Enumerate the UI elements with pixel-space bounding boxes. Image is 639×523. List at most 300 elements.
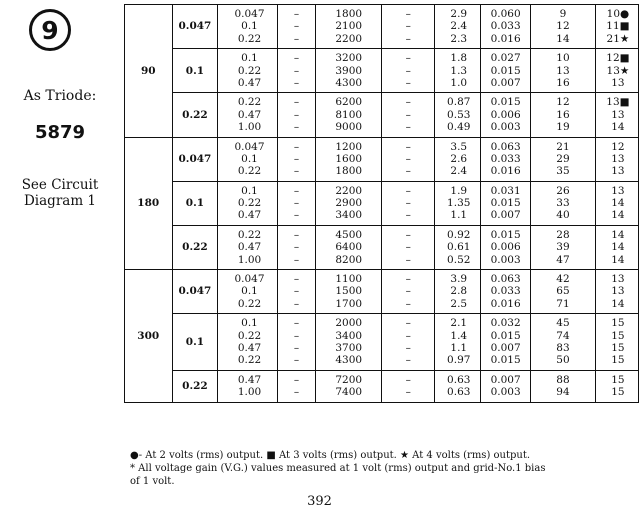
table-cell: 16: [556, 76, 570, 89]
table-cell: –: [405, 20, 411, 33]
column-dash-values: [382, 5, 435, 49]
table-cell: –: [293, 108, 300, 121]
table-cell: 0.033: [490, 152, 521, 165]
table-cell: –: [405, 354, 411, 367]
table-cell: 2.1: [450, 317, 468, 330]
table-cell: 2.9: [450, 8, 468, 20]
table-cell: 0.1: [241, 184, 258, 197]
table-cell: –: [293, 20, 300, 33]
peak-output-values: [595, 93, 638, 137]
table-cell: –: [405, 329, 411, 342]
coupling-capacitor-values: [481, 314, 531, 371]
table-cell: 1.35: [447, 197, 471, 210]
load-resistance-values: [218, 93, 277, 137]
table-cell: 21★: [606, 32, 630, 45]
table-cell: 0.007: [490, 373, 521, 386]
voltage-gain-values: [531, 270, 596, 314]
table-cell: 0.22: [237, 165, 262, 178]
table-cell: –: [405, 121, 411, 134]
table-row: [125, 270, 639, 314]
table-cell: 39: [556, 241, 570, 254]
peak-output-values: [595, 225, 638, 269]
peak-output-values: [595, 314, 638, 371]
table-cell: 47: [556, 253, 570, 266]
column-dash-values: [382, 93, 435, 137]
table-cell: –: [405, 152, 411, 165]
table-cell: 65: [556, 285, 570, 298]
table-cell: 14: [611, 197, 625, 210]
coupling-capacitor-values: [481, 49, 531, 93]
table-cell: –: [293, 152, 300, 165]
table-cell: –: [405, 52, 411, 65]
table-cell: 0.1: [241, 317, 258, 330]
section-number: 9: [41, 15, 59, 45]
page-number: 392: [307, 494, 332, 509]
table-cell: 12: [611, 140, 625, 153]
table-cell: 0.015: [490, 329, 521, 342]
table-cell: 2200: [335, 184, 363, 197]
table-cell: 0.1: [241, 52, 258, 65]
table-cell: 0.49: [447, 121, 471, 134]
table-cell: 4300: [335, 76, 363, 89]
table-cell: 1.00: [237, 253, 262, 266]
table-cell: 12: [556, 20, 570, 33]
plate-resistor: 0.1: [172, 314, 218, 371]
voltage-gain-values: [531, 49, 596, 93]
table-cell: 0.007: [490, 209, 521, 222]
table-cell: 14: [556, 32, 570, 45]
column-dash-values: [382, 49, 435, 93]
cathode-resistor-values: [316, 137, 382, 181]
table-cell: 3.5: [450, 140, 468, 153]
table-cell: 0.006: [490, 108, 521, 121]
column-dash-values: [382, 225, 435, 269]
plate-resistor: 0.047: [172, 270, 218, 314]
table-cell: –: [293, 8, 300, 20]
table-cell: –: [293, 165, 300, 178]
table-cell: 3400: [335, 209, 363, 222]
table-cell: 0.007: [490, 76, 521, 89]
table-cell: 14: [611, 121, 625, 134]
table-cell: 1.1: [450, 341, 468, 354]
table-cell: 13: [611, 165, 625, 178]
table-cell: 13: [611, 108, 625, 121]
column-dash-values: [382, 270, 435, 314]
voltage-gain-values: [531, 370, 596, 402]
table-cell: 2100: [335, 20, 363, 33]
table-cell: 0.016: [490, 297, 521, 310]
load-resistance-values: [218, 49, 277, 93]
table-cell: 15: [611, 317, 625, 330]
table-cell: 1800: [335, 8, 363, 20]
table-cell: –: [405, 197, 411, 210]
table-cell: 0.032: [490, 317, 521, 330]
grid-bias-values: [435, 370, 481, 402]
table-cell: 2.3: [450, 32, 468, 45]
table-cell: –: [405, 8, 411, 20]
table-cell: 0.063: [490, 140, 521, 153]
table-cell: –: [405, 317, 411, 330]
table-cell: 2000: [335, 317, 363, 330]
section-number-badge: [29, 9, 71, 51]
table-cell: –: [405, 184, 411, 197]
table-cell: 0.016: [490, 32, 521, 45]
table-cell: 6200: [335, 96, 363, 109]
peak-output-values: [595, 137, 638, 181]
plate-resistor: 0.22: [172, 93, 218, 137]
tube-type: 5879: [34, 122, 86, 143]
voltage-gain-values: [531, 225, 596, 269]
peak-output-values: [595, 370, 638, 402]
table-cell: 1.4: [450, 329, 468, 342]
coupling-capacitor-values: [481, 93, 531, 137]
table-cell: 0.22: [237, 297, 262, 310]
table-cell: 7400: [335, 386, 363, 399]
plate-resistor: 0.047: [172, 5, 218, 49]
table-row: [125, 49, 639, 93]
voltage-gain-values: [531, 181, 596, 225]
coupling-capacitor-values: [481, 5, 531, 49]
table-cell: –: [405, 273, 411, 286]
peak-output-values: [595, 5, 638, 49]
table-cell: 4500: [335, 228, 363, 241]
table-cell: 0.047: [234, 273, 265, 286]
table-cell: 33: [556, 197, 570, 210]
table-cell: –: [293, 76, 300, 89]
table-cell: –: [293, 64, 300, 77]
table-cell: 0.52: [447, 253, 471, 266]
table-cell: 0.015: [490, 197, 521, 210]
cathode-resistor-values: [316, 314, 382, 371]
table-cell: 29: [556, 152, 570, 165]
table-cell: 0.47: [237, 76, 262, 89]
table-cell: 3.9: [450, 273, 468, 286]
table-cell: –: [405, 64, 411, 77]
column-dash-values: [277, 181, 316, 225]
table-cell: 6400: [335, 241, 363, 254]
table-cell: –: [405, 386, 411, 399]
column-dash-values: [277, 225, 316, 269]
plate-resistor: 0.22: [172, 370, 218, 402]
table-cell: –: [293, 386, 300, 399]
table-cell: 0.015: [490, 96, 521, 109]
table-cell: 94: [556, 386, 570, 399]
peak-output-values: [595, 181, 638, 225]
plate-resistor: 0.047: [172, 137, 218, 181]
table-cell: 28: [556, 228, 570, 241]
table-cell: 0.22: [237, 329, 262, 342]
table-cell: 0.47: [237, 209, 262, 222]
table-cell: 2200: [335, 32, 363, 45]
table-row: [125, 93, 639, 137]
table-cell: –: [405, 108, 411, 121]
column-dash-values: [382, 370, 435, 402]
table-cell: 9: [559, 8, 567, 20]
coupling-capacitor-values: [481, 370, 531, 402]
table-cell: 14: [611, 228, 625, 241]
voltage-gain-values: [531, 5, 596, 49]
table-cell: 1.00: [237, 121, 262, 134]
table-cell: –: [405, 140, 411, 153]
table-cell: –: [405, 241, 411, 254]
load-resistance-values: [218, 314, 277, 371]
table-cell: –: [293, 317, 300, 330]
peak-output-values: [595, 270, 638, 314]
table-cell: 0.016: [490, 165, 521, 178]
table-cell: 0.22: [237, 197, 262, 210]
table-cell: 7200: [335, 373, 363, 386]
table-cell: 1800: [335, 165, 363, 178]
load-resistance-values: [218, 181, 277, 225]
table-cell: 0.47: [237, 373, 262, 386]
plate-resistor: 0.1: [172, 181, 218, 225]
load-resistance-values: [218, 5, 277, 49]
column-dash-values: [277, 49, 316, 93]
table-cell: 15: [611, 354, 625, 367]
grid-bias-values: [435, 137, 481, 181]
table-cell: 2.6: [450, 152, 468, 165]
grid-bias-values: [435, 314, 481, 371]
table-cell: –: [293, 197, 300, 210]
table-cell: 12: [556, 96, 570, 109]
table-cell: 14: [611, 253, 625, 266]
column-dash-values: [382, 137, 435, 181]
table-cell: 0.1: [241, 152, 258, 165]
table-cell: –: [293, 373, 300, 386]
table-cell: 0.015: [490, 228, 521, 241]
table-cell: 3700: [335, 341, 363, 354]
table-cell: 0.22: [237, 96, 262, 109]
table-cell: –: [405, 285, 411, 298]
table-cell: 0.1: [241, 285, 258, 298]
table-cell: –: [293, 329, 300, 342]
table-cell: 45: [556, 317, 570, 330]
table-cell: 50: [556, 354, 570, 367]
table-cell: 13★: [606, 64, 630, 77]
table-cell: 83: [556, 341, 570, 354]
table-cell: 0.031: [490, 184, 521, 197]
load-resistance-values: [218, 370, 277, 402]
table-cell: 15: [611, 341, 625, 354]
table-cell: –: [405, 253, 411, 266]
table-cell: 42: [556, 273, 570, 286]
column-dash-values: [277, 370, 316, 402]
table-cell: 19: [556, 121, 570, 134]
table-cell: 10: [556, 52, 570, 65]
table-cell: 13: [611, 184, 625, 197]
table-cell: 0.92: [447, 228, 471, 241]
circuit-reference: See Circuit Diagram 1: [21, 177, 99, 209]
plate-supply-voltage: 300: [125, 270, 173, 403]
table-cell: 35: [556, 165, 570, 178]
table-row: [125, 5, 639, 49]
table-row: [125, 370, 639, 402]
table-cell: 13: [611, 285, 625, 298]
table-cell: 10●: [606, 8, 630, 20]
footnote-gain-measure: * All voltage gain (V.G.) values measured at 1 volt (rms) output and grid-No.1 bias: [130, 463, 546, 474]
table-cell: 0.22: [237, 354, 262, 367]
table-cell: –: [293, 297, 300, 310]
cathode-resistor-values: [316, 181, 382, 225]
table-cell: 0.61: [447, 241, 471, 254]
table-cell: 1.3: [450, 64, 468, 77]
table-cell: –: [293, 32, 300, 45]
table-cell: 0.63: [447, 386, 471, 399]
table-cell: 15: [611, 329, 625, 342]
table-cell: 74: [556, 329, 570, 342]
table-cell: –: [293, 228, 300, 241]
coupling-capacitor-values: [481, 137, 531, 181]
table-cell: 2.8: [450, 285, 468, 298]
table-cell: 3900: [335, 64, 363, 77]
column-dash-values: [382, 314, 435, 371]
coupling-capacitor-values: [481, 270, 531, 314]
table-cell: –: [405, 297, 411, 310]
table-cell: –: [405, 209, 411, 222]
table-cell: 4300: [335, 354, 363, 367]
left-panel: [0, 0, 120, 523]
table-cell: 88: [556, 373, 570, 386]
table-cell: 1.00: [237, 386, 262, 399]
table-cell: 0.22: [237, 228, 262, 241]
table-cell: 14: [611, 297, 625, 310]
table-cell: 13: [611, 152, 625, 165]
table-cell: –: [293, 209, 300, 222]
column-dash-values: [277, 270, 316, 314]
table-row: [125, 181, 639, 225]
table-cell: 0.003: [490, 121, 521, 134]
table-cell: 1.8: [450, 52, 468, 65]
table-cell: 0.047: [234, 8, 265, 20]
cathode-resistor-values: [316, 93, 382, 137]
footnote-gain-measure-cont: of 1 volt.: [130, 476, 175, 487]
table-cell: –: [405, 96, 411, 109]
table-cell: 3200: [335, 52, 363, 65]
table-cell: 16: [556, 108, 570, 121]
voltage-gain-values: [531, 137, 596, 181]
table-cell: 0.047: [234, 140, 265, 153]
table-cell: 0.22: [237, 64, 262, 77]
plate-supply-voltage: 180: [125, 137, 173, 270]
table-cell: 0.1: [241, 20, 258, 33]
table-cell: 13: [611, 273, 625, 286]
table-cell: 0.47: [237, 108, 262, 121]
table-cell: 0.015: [490, 354, 521, 367]
table-cell: –: [293, 341, 300, 354]
table-cell: 0.47: [237, 341, 262, 354]
table-cell: 0.22: [237, 32, 262, 45]
grid-bias-values: [435, 181, 481, 225]
table-cell: 13: [611, 76, 625, 89]
table-cell: 0.53: [447, 108, 471, 121]
table-cell: 1.9: [450, 184, 468, 197]
table-cell: 0.007: [490, 341, 521, 354]
plate-supply-voltage: 90: [125, 5, 173, 138]
table-cell: 0.63: [447, 373, 471, 386]
voltage-gain-values: [531, 93, 596, 137]
table-cell: 14: [611, 241, 625, 254]
peak-output-values: [595, 49, 638, 93]
table-cell: –: [293, 354, 300, 367]
table-cell: 0.033: [490, 285, 521, 298]
table-cell: 2.4: [450, 20, 468, 33]
footnote-output-levels: ●- At 2 volts (rms) output. ■ At 3 volts (rms) output. ★ At 4 volts (rms) output.: [130, 450, 531, 461]
table-cell: 13■: [606, 96, 630, 109]
table-cell: 15: [611, 373, 625, 386]
cathode-resistor-values: [316, 225, 382, 269]
grid-bias-values: [435, 5, 481, 49]
table-cell: –: [293, 273, 300, 286]
table-cell: –: [405, 32, 411, 45]
table-cell: –: [293, 140, 300, 153]
voltage-gain-values: [531, 314, 596, 371]
table-cell: 0.027: [490, 52, 521, 65]
table-cell: 1600: [335, 152, 363, 165]
table-cell: 15: [611, 386, 625, 399]
table-cell: 1200: [335, 140, 363, 153]
cathode-resistor-values: [316, 270, 382, 314]
resistance-coupled-amplifier-table: [124, 4, 639, 403]
table-cell: 0.97: [447, 354, 471, 367]
grid-bias-values: [435, 49, 481, 93]
table-cell: 1500: [335, 285, 363, 298]
table-cell: 0.47: [237, 241, 262, 254]
table-cell: –: [405, 228, 411, 241]
cathode-resistor-values: [316, 5, 382, 49]
table-cell: 0.063: [490, 273, 521, 286]
table-cell: 1.1: [450, 209, 468, 222]
table-cell: 0.015: [490, 64, 521, 77]
table-cell: 26: [556, 184, 570, 197]
table-cell: 8200: [335, 253, 363, 266]
table-cell: –: [293, 285, 300, 298]
table-cell: 0.060: [490, 8, 521, 20]
column-dash-values: [382, 181, 435, 225]
table-cell: 14: [611, 209, 625, 222]
column-dash-values: [277, 314, 316, 371]
table-cell: 0.003: [490, 386, 521, 399]
table-row: [125, 225, 639, 269]
table-cell: –: [405, 165, 411, 178]
table-cell: –: [405, 341, 411, 354]
table-cell: –: [293, 241, 300, 254]
table-cell: 0.003: [490, 253, 521, 266]
load-resistance-values: [218, 225, 277, 269]
table-cell: 2900: [335, 197, 363, 210]
grid-bias-values: [435, 270, 481, 314]
table-cell: 3400: [335, 329, 363, 342]
table-cell: 21: [556, 140, 570, 153]
plate-resistor: 0.22: [172, 225, 218, 269]
cathode-resistor-values: [316, 49, 382, 93]
table-cell: 9000: [335, 121, 363, 134]
table-cell: 71: [556, 297, 570, 310]
column-dash-values: [277, 137, 316, 181]
table-row: [125, 137, 639, 181]
table-cell: 1700: [335, 297, 363, 310]
load-resistance-values: [218, 270, 277, 314]
coupling-capacitor-values: [481, 181, 531, 225]
table-cell: 2.5: [450, 297, 468, 310]
table-cell: 0.87: [447, 96, 471, 109]
cathode-resistor-values: [316, 370, 382, 402]
grid-bias-values: [435, 225, 481, 269]
table-cell: 12■: [606, 52, 630, 65]
as-triode-label: As Triode:: [23, 88, 97, 104]
coupling-capacitor-values: [481, 225, 531, 269]
column-dash-values: [277, 5, 316, 49]
plate-resistor: 0.1: [172, 49, 218, 93]
